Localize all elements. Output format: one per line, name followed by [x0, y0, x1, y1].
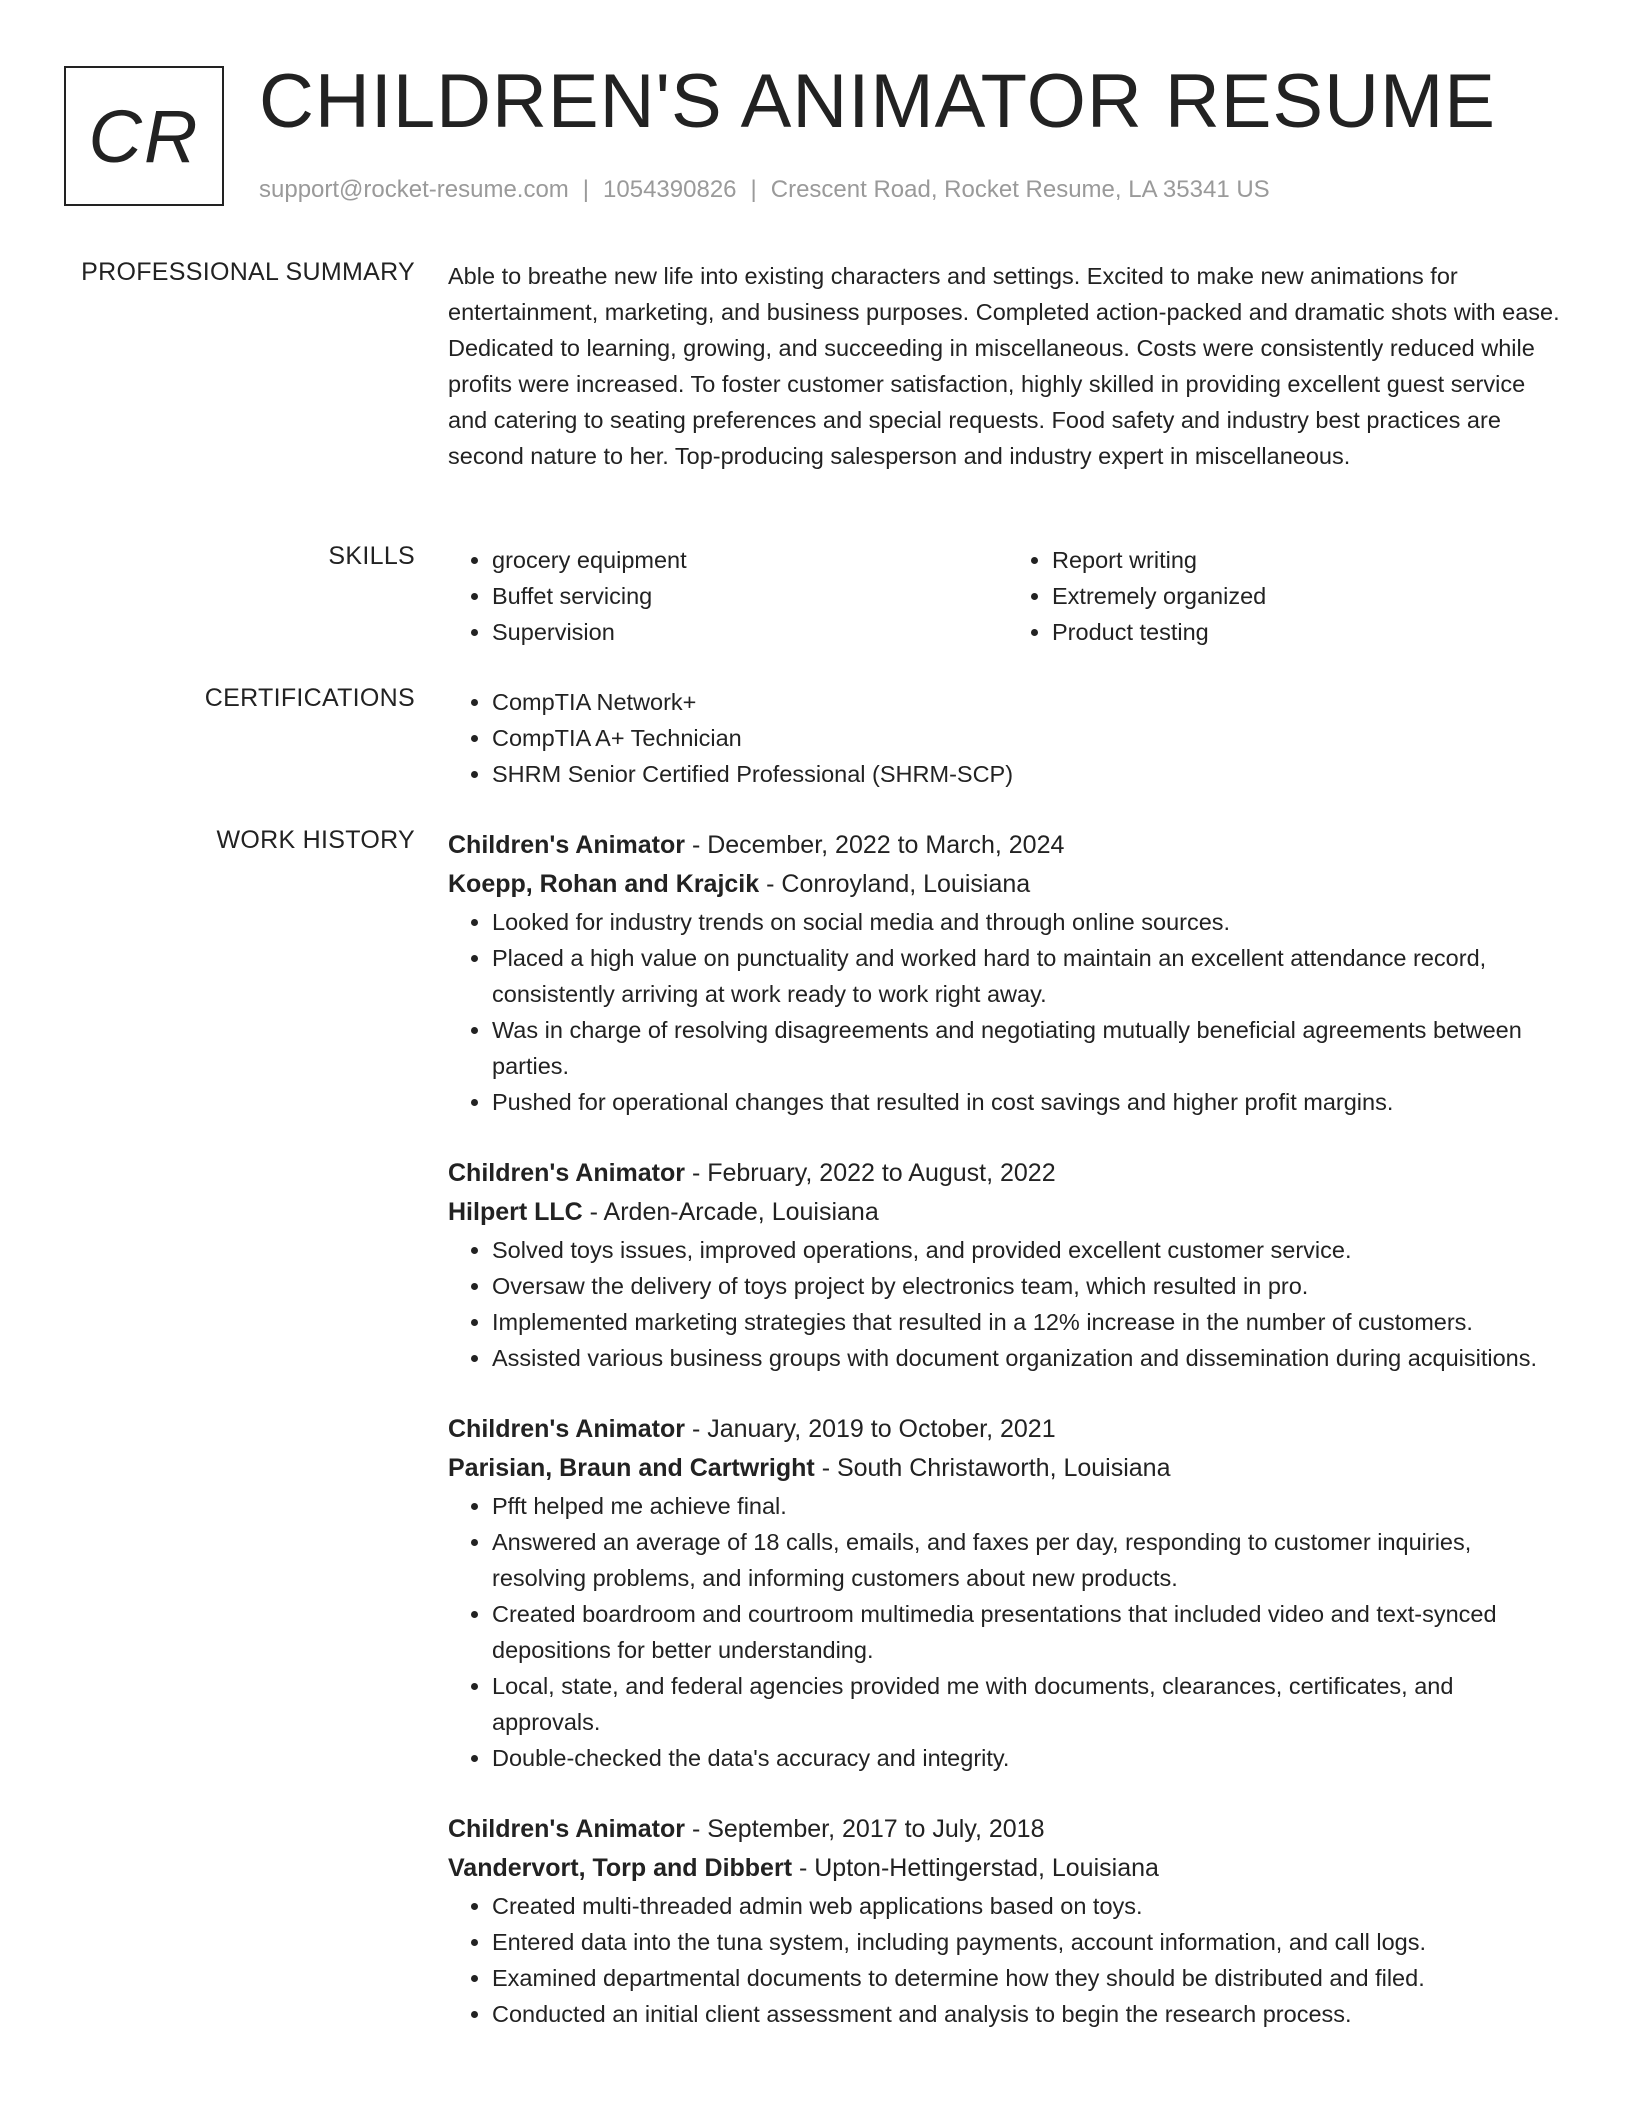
job-title: Children's Animator — [448, 1159, 685, 1187]
job-location: - Conroyland, Louisiana — [759, 870, 1031, 898]
skills-list — [448, 542, 1568, 650]
certifications-list — [448, 684, 1568, 792]
job-bullets — [448, 1232, 1568, 1376]
job-bullets — [448, 1488, 1568, 1776]
job-bullet: • Local, state, and federal agencies provided me with documents, clearances, certificates, and approvals. — [492, 1668, 1568, 1740]
job-bullet: • Oversaw the delivery of toys project by electronics team, which resulted in pro. — [492, 1268, 1568, 1304]
certification-item: • CompTIA A+ Technician — [492, 720, 1568, 756]
job-bullets — [448, 1888, 1568, 2032]
job-company: Hilpert LLC — [448, 1198, 583, 1226]
skill-item: • Product testing — [1052, 614, 1568, 650]
job-company-line — [448, 1449, 1568, 1488]
certifications-heading: CERTIFICATIONS — [204, 684, 415, 712]
skill-item: • Buffet servicing — [492, 578, 1008, 614]
job-company: Parisian, Braun and Cartwright — [448, 1454, 815, 1482]
skill-item: • grocery equipment — [492, 542, 1008, 578]
contact-phone[interactable]: 1054390826 — [603, 176, 737, 203]
contact-separator: | — [582, 176, 590, 203]
job-bullet: • Entered data into the tuna system, including payments, account information, and call logs. — [492, 1924, 1568, 1960]
work-history-heading: WORK HISTORY — [216, 826, 415, 854]
job-title: Children's Animator — [448, 1815, 685, 1843]
contact-address: Crescent Road, Rocket Resume, LA 35341 US — [770, 176, 1270, 203]
job-dates: - December, 2022 to March, 2024 — [685, 831, 1065, 859]
job-bullet: • Examined departmental documents to determine how they should be distributed and filed. — [492, 1960, 1568, 1996]
job-dates: - February, 2022 to August, 2022 — [685, 1159, 1056, 1187]
job-entry — [448, 1810, 1568, 2032]
job-location: - South Christaworth, Louisiana — [814, 1454, 1171, 1482]
contact-email[interactable]: support@rocket-resume.com — [259, 176, 569, 203]
resume-title: CHILDREN'S ANIMATOR RESUME — [259, 59, 1496, 144]
contact-separator: | — [750, 176, 757, 203]
job-entry — [448, 826, 1568, 1120]
job-bullet: • Implemented marketing strategies that resulted in a 12% increase in the number of customers. — [492, 1304, 1568, 1340]
skill-item: • Supervision — [492, 614, 1008, 650]
job-bullet: • Looked for industry trends on social media and through online sources. — [492, 904, 1568, 940]
job-title-line — [448, 1410, 1568, 1449]
skill-item: • Extremely organized — [1052, 578, 1568, 614]
job-title: Children's Animator — [448, 1415, 685, 1443]
job-title-line — [448, 826, 1568, 865]
skills-column-right — [1008, 542, 1568, 650]
job-dates: - January, 2019 to October, 2021 — [685, 1415, 1056, 1443]
job-bullet: • Double-checked the data's accuracy and integrity. — [492, 1740, 1568, 1776]
job-bullets — [448, 904, 1568, 1120]
job-bullet: • Pushed for operational changes that resulted in cost savings and higher profit margins. — [492, 1084, 1568, 1120]
job-title-line — [448, 1154, 1568, 1193]
summary-text: Able to breathe new life into existing characters and settings. Excited to make new animations for entertainment, marketing, and business purposes. Completed action-packed and dramatic shots with ease. Dedicated to learning, growing, and succeeding in miscellaneous. Costs were consistently reduced while profits were increased. To foster customer satisfaction, highly skilled in providing excellent guest service and catering to seating preferences and special requests. Food safety and industry best practices are second nature to her. Top-producing salesperson and industry expert in miscellaneous. — [448, 263, 1560, 469]
job-title: Children's Animator — [448, 831, 685, 859]
certification-item: • CompTIA Network+ — [492, 684, 1568, 720]
job-bullet: • Solved toys issues, improved operations, and provided excellent customer service. — [492, 1232, 1568, 1268]
certification-item: • SHRM Senior Certified Professional (SHRM-SCP) — [492, 756, 1568, 792]
work-history-list — [448, 826, 1568, 2066]
job-company-line — [448, 865, 1568, 904]
job-company: Koepp, Rohan and Krajcik — [448, 870, 760, 898]
job-bullet: • Answered an average of 18 calls, emails, and faxes per day, responding to customer inquiries, resolving problems, and informing customers about new products. — [492, 1524, 1568, 1596]
contact-line — [259, 176, 1270, 204]
job-title-line — [448, 1810, 1568, 1849]
job-company-line — [448, 1193, 1568, 1232]
monogram-logo: CR — [64, 66, 224, 206]
skill-item: • Report writing — [1052, 542, 1568, 578]
job-entry — [448, 1154, 1568, 1376]
job-entry — [448, 1410, 1568, 1776]
job-bullet: • Was in charge of resolving disagreements and negotiating mutually beneficial agreements between parties. — [492, 1012, 1568, 1084]
job-bullet: • Created multi-threaded admin web applications based on toys. — [492, 1888, 1568, 1924]
job-company-line — [448, 1849, 1568, 1888]
job-bullet: • Created boardroom and courtroom multimedia presentations that included video and text-synced depositions for better understanding. — [492, 1596, 1568, 1668]
job-location: - Arden-Arcade, Louisiana — [582, 1198, 879, 1226]
summary-heading: PROFESSIONAL SUMMARY — [81, 258, 415, 286]
job-dates: - September, 2017 to July, 2018 — [685, 1815, 1045, 1843]
job-bullet: • Conducted an initial client assessment and analysis to begin the research process. — [492, 1996, 1568, 2032]
job-company: Vandervort, Torp and Dibbert — [448, 1854, 793, 1882]
job-bullet: • Placed a high value on punctuality and worked hard to maintain an excellent attendance record, consistently arriving at work ready to work right away. — [492, 940, 1568, 1012]
job-bullet: • Assisted various business groups with document organization and dissemination during acquisitions. — [492, 1340, 1568, 1376]
job-location: - Upton-Hettingerstad, Louisiana — [792, 1854, 1159, 1882]
job-bullet: • Pfft helped me achieve final. — [492, 1488, 1568, 1524]
skills-heading: SKILLS — [328, 542, 415, 570]
skills-column-left — [448, 542, 1008, 650]
